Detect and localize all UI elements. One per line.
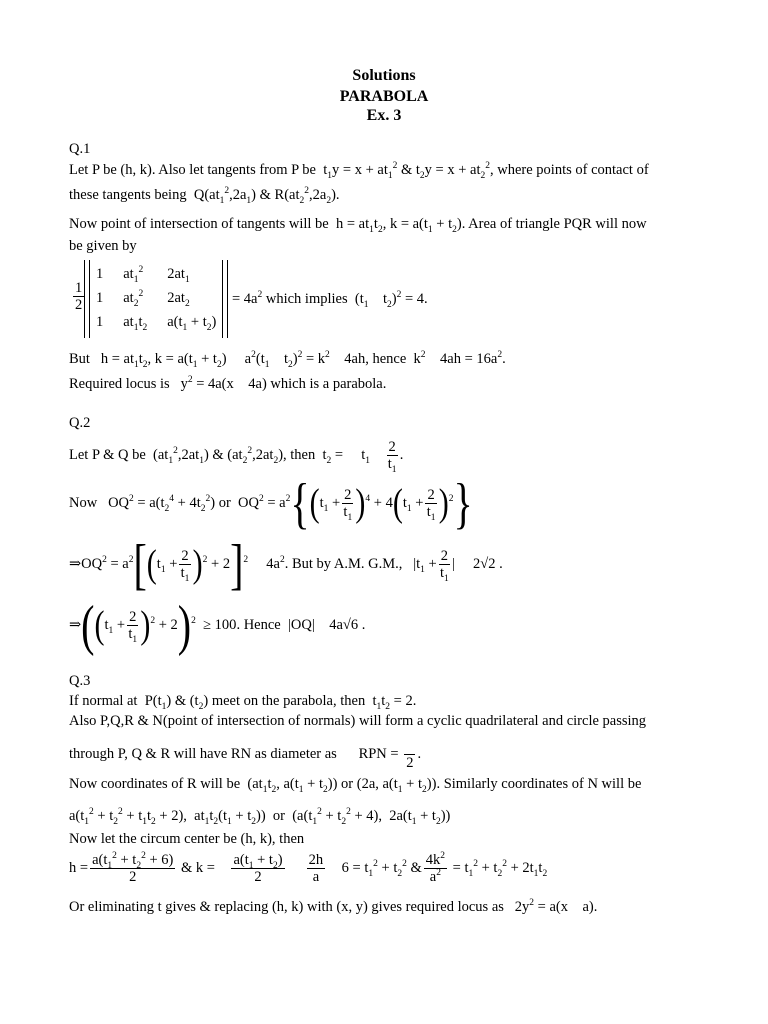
q3-line1: If normal at $P(t_1)$ & $(t_2)$ meet on the parabola, then $t_1t_2 = 2$.	[69, 693, 417, 712]
half-fraction: $\frac{1}{2}$	[75, 280, 83, 313]
determinant: 1 $at_1^2$ $2at_1$ 1 $at_2^2$ $2at_2$ 1 $at_1t_2$ $a(t_1 + t_2)$	[96, 264, 217, 333]
q1-line1: Let P be (h, k). Also let tangents from P be $t_1y = x + at_1^2$ & $t_2y = x + at_2^2$, where points of contact of	[69, 161, 649, 181]
q2-line4: $\Rightarrow((t_1$ + $\frac{2}{t_1}$ )$^2$ + 2)$^2$ ≥ 100. Hence |OQ| 4a√6 .	[69, 593, 366, 657]
q1-line7: Required locus is $y^2 = 4a(x$ 4a) which is a parabola.	[69, 375, 387, 392]
q2-line2: Now $OQ^2 = a(t_2^4 + 4t_2^2)$ or $OQ^2 = a^2\{(t_1$ + $\frac{2}{t_1}$ )$^4 + 4(t_1$ + $\frac{2}{t_1}$ )$^2$}	[69, 471, 473, 535]
q3-line5: $a(t_1^2 + t_2^2 + t_1t_2 + 2)$, $at_1t_2(t_1 + t_2)$) or ($a(t_1^2 + t_2^2 + 4)$, $2a(t_1 + t_2)$)	[69, 807, 451, 827]
q3-line6: Now let the circum center be (h, k), then	[69, 831, 305, 847]
det-bar	[227, 260, 228, 338]
q3-line4: Now coordinates of R will be ($at_1t_2$, $a(t_1 + t_2)$) or (2a, $a(t_1 + t_2)$). Similarly coordinates of N will be	[69, 776, 642, 795]
q1-label: Q.1	[69, 141, 91, 157]
det-bar	[222, 260, 223, 338]
q2-line1: Let P & Q be $(at_1^2,2at_1)$ & $(at_2^2,2at_2)$, then $t_2$ = $t_1$ $\frac{2}{t_1}$ .	[69, 439, 404, 476]
q3-line7: h = $\frac{a(t_1^2 + t_2^2 + 6)}{2}$ & k = $\frac{a(t_1 + t_2)}{2}$ $\frac{2h}{a}$ $6 = t_1^2 + t_2^2$ & $\frac{4k^2}{a^2}$ = $t_1^2 + t_2^2 + 2t_1t_2$	[69, 851, 548, 886]
q1-line3: Now point of intersection of tangents will be $h = at_1t_2$, $k = a(t_1 + t_2)$. Area of triangle PQR will now	[69, 216, 647, 235]
q3-line3: through P, Q & R will have RN as diameter as RPN = 2 .	[69, 738, 421, 771]
subtitle: PARABOLA	[339, 88, 429, 105]
q1-line2: these tangents being $Q(at_1^2,2a_1)$ & $R(at_2^2,2a_2)$.	[69, 186, 340, 206]
title: Solutions	[352, 67, 416, 84]
q1-line6: But $h = at_1t_2$, $k = a(t_1 + t_2)$ $a^2(t_1$ $t_2)^2 = k^2$ 4ah, hence $k^2$ $4ah = 16a^2$.	[69, 350, 506, 370]
q3-line8: Or eliminating t gives & replacing (h, k) with (x, y) gives required locus as $2y^2 = a(x$ a).	[69, 898, 598, 915]
det-bar	[84, 260, 85, 338]
q2-label: Q.2	[69, 415, 91, 431]
q3-line2: Also P,Q,R & N(point of intersection of normals) will form a cyclic quadrilateral and circle passing	[69, 713, 647, 729]
exercise-label: Ex. 3	[366, 107, 402, 124]
q2-line3: $\Rightarrow OQ^2 = a^2[(t_1$ + $\frac{2}{t_1}$ )$^2$ + 2]$^2$ $4a^2$. But by A.M. G.M., $|t_1$ + $\frac{2}{t_1}$ | 2√2 .	[69, 532, 503, 596]
q3-label: Q.3	[69, 673, 91, 689]
q1-line4: be given by	[69, 238, 137, 254]
det-result: = $4a^2$ which implies ($t_1$ $t_2)^2 = 4$.	[232, 290, 428, 310]
